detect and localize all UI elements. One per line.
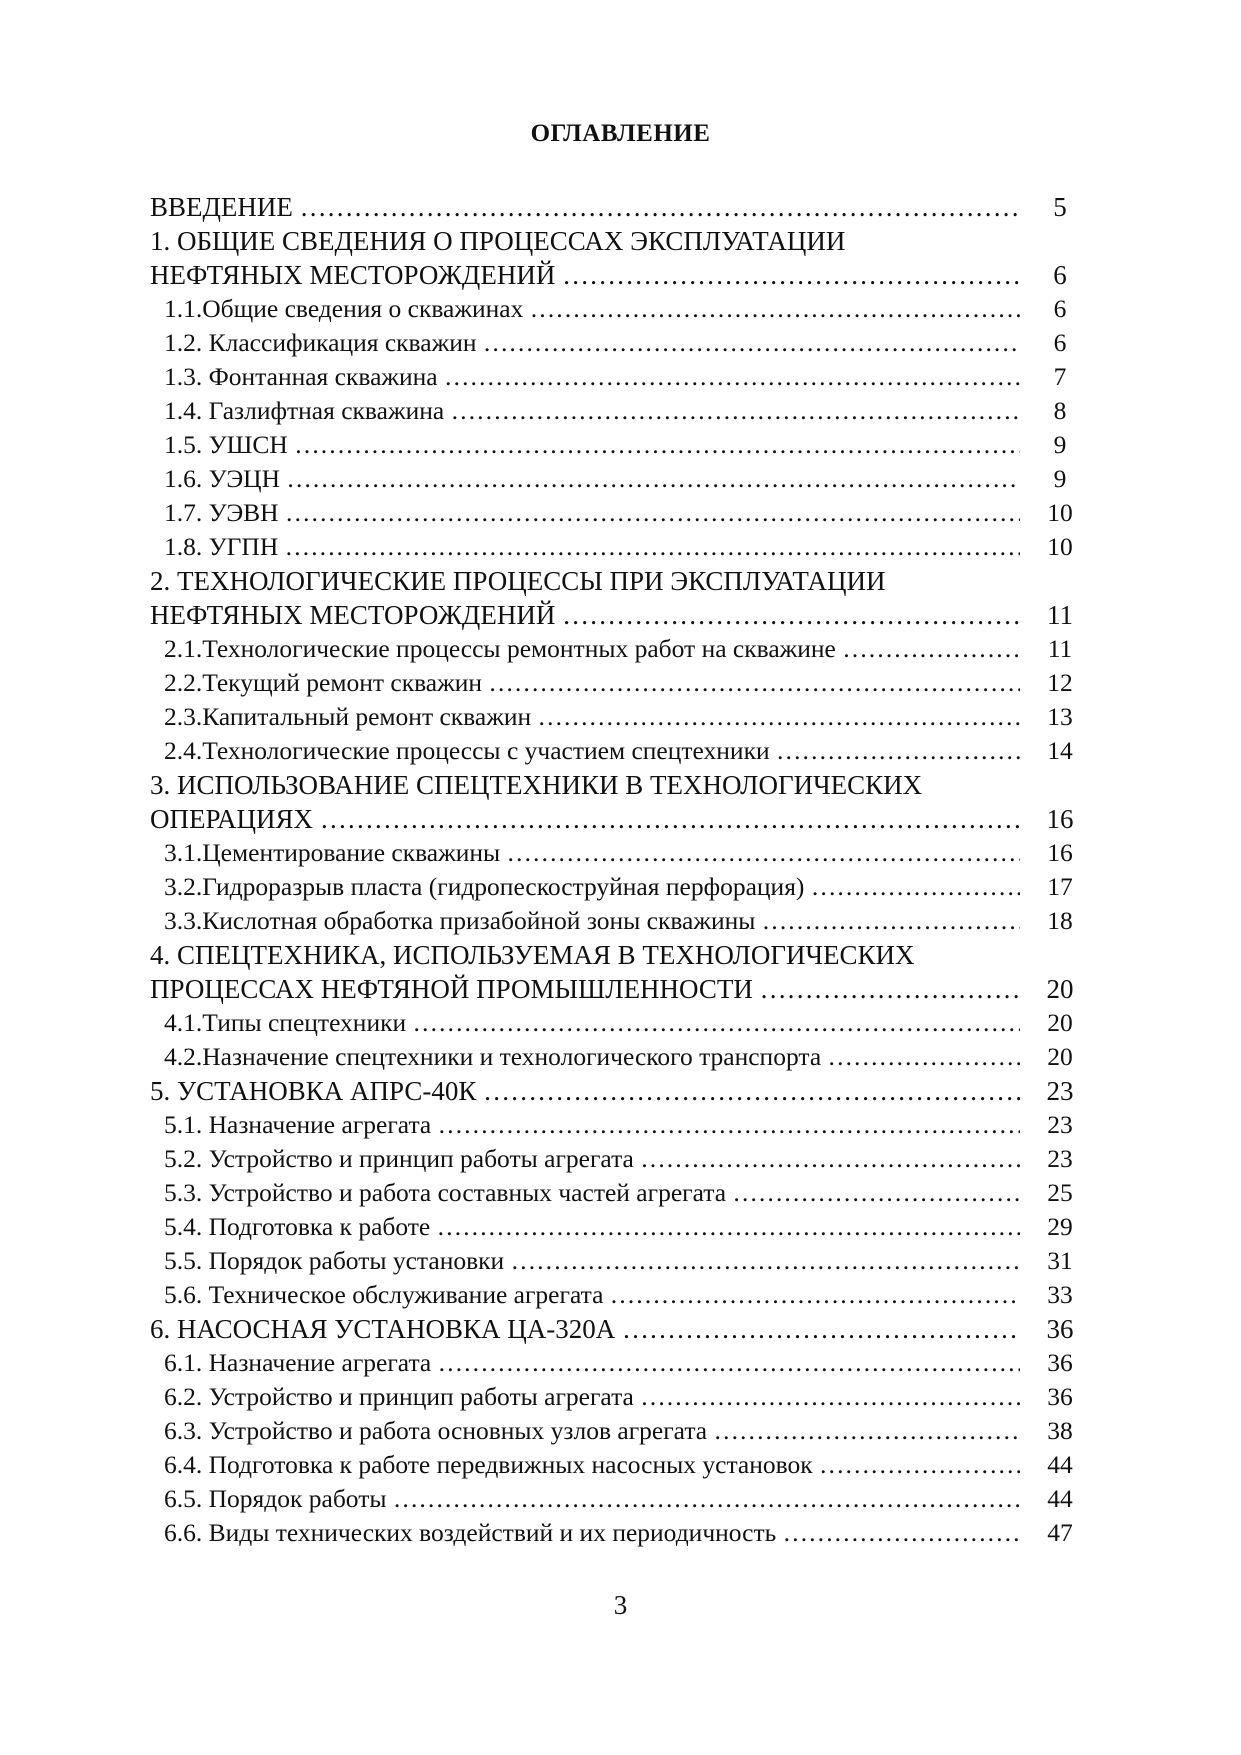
toc-entry-title: 1.5. УШСН ……………………………………………………………………………………………………………………………………: [164, 428, 1020, 462]
toc-entry-title: 3. ИСПОЛЬЗОВАНИЕ СПЕЦТЕХНИКИ В ТЕХНОЛОГИЧЕСКИХ: [150, 770, 923, 800]
toc-entry: [150, 1346, 1090, 1380]
toc-entry-page: 31: [1047, 1246, 1073, 1275]
toc-entry-page: 20: [1046, 974, 1074, 1004]
toc-entry: [150, 190, 1090, 224]
toc-entry-page: 17: [1047, 872, 1073, 901]
toc-entry-title: 6.6. Виды технических воздействий и их периодичность ……………………………………………………………………………………………………………………………………: [164, 1516, 1020, 1550]
toc-entry: [150, 530, 1090, 564]
page-number: 3: [613, 1590, 628, 1620]
toc-entry: [150, 462, 1090, 496]
toc-entry: [150, 224, 1090, 258]
toc-entry-page: 23: [1046, 1076, 1074, 1106]
toc-entry-title: 3.1.Цементирование скважины ……………………………………………………………………………………………………………………………………: [164, 836, 1020, 870]
toc-entry-page: 8: [1053, 396, 1067, 425]
page-title: ОГЛАВЛЕНИЕ: [530, 120, 711, 147]
toc-entry: [150, 1414, 1090, 1448]
toc-entry-title: 2.2.Текущий ремонт скважин ……………………………………………………………………………………………………………………………………: [164, 666, 1020, 700]
toc-entry-title: 1.7. УЭВН ……………………………………………………………………………………………………………………………………: [164, 496, 1020, 530]
toc-entry-page: 36: [1047, 1348, 1073, 1377]
toc-entry-page: 11: [1047, 600, 1073, 630]
toc-entry: [150, 1278, 1090, 1312]
toc-entry: [150, 496, 1090, 530]
toc-entry-title: 1.6. УЭЦН ……………………………………………………………………………………………………………………………………: [164, 462, 1020, 496]
toc-entry-page: 10: [1047, 498, 1073, 527]
toc-entry-page: 10: [1047, 532, 1073, 561]
toc-entry-page: 13: [1047, 702, 1073, 731]
toc-entry: [150, 836, 1090, 870]
toc-entry-page: 5: [1053, 192, 1067, 222]
toc-entry-title: ОПЕРАЦИЯХ ……………………………………………………………………………………………………………………………………: [150, 802, 1020, 836]
toc-entry-title: 1.4. Газлифтная скважина ……………………………………………………………………………………………………………………………………: [164, 394, 1020, 428]
toc-entry-title: 2.1.Технологические процессы ремонтных работ на скважине ……………………………………………………………………………………………………………………………………: [164, 632, 1020, 666]
toc-entry-title: 2. ТЕХНОЛОГИЧЕСКИЕ ПРОЦЕССЫ ПРИ ЭКСПЛУАТАЦИИ: [150, 566, 886, 596]
toc-entry: [150, 1074, 1090, 1108]
toc-entry: [150, 632, 1090, 666]
toc-entry: [150, 1380, 1090, 1414]
toc-entry-page: 11: [1047, 634, 1073, 663]
toc-entry: [150, 394, 1090, 428]
toc-entry-page: 16: [1046, 804, 1074, 834]
toc-entry-title: ВВЕДЕНИЕ ……………………………………………………………………………………………………………………………………: [150, 190, 1020, 224]
toc-entry-page: 9: [1053, 464, 1067, 493]
toc-entry: [150, 938, 1090, 972]
toc-entry-title: 5. УСТАНОВКА АПРС-40К ……………………………………………………………………………………………………………………………………: [150, 1074, 1020, 1108]
toc-entry-page: 16: [1047, 838, 1073, 867]
toc-entry-title: 1.8. УГПН ……………………………………………………………………………………………………………………………………: [164, 530, 1020, 564]
toc-entry: [150, 1176, 1090, 1210]
toc-entry-title: 3.3.Кислотная обработка призабойной зоны скважины ……………………………………………………………………………………………………………………………………: [164, 904, 1020, 938]
toc-entry-page: 33: [1047, 1280, 1073, 1309]
toc-entry-page: 44: [1047, 1484, 1073, 1513]
table-of-contents: [150, 190, 1090, 1550]
toc-entry-title: 5.3. Устройство и работа составных частей агрегата ……………………………………………………………………………………………………………………………………: [164, 1176, 1020, 1210]
toc-entry: [150, 666, 1090, 700]
toc-entry: [150, 700, 1090, 734]
toc-entry: [150, 428, 1090, 462]
toc-entry: [150, 1448, 1090, 1482]
toc-entry-page: 18: [1047, 906, 1073, 935]
toc-entry-page: 23: [1047, 1144, 1073, 1173]
toc-entry-title: 5.1. Назначение агрегата ……………………………………………………………………………………………………………………………………: [164, 1108, 1020, 1142]
toc-entry: [150, 734, 1090, 768]
toc-entry-title: 4.2.Назначение спецтехники и технологического транспорта ……………………………………………………………………………………………………………………………………: [164, 1040, 1020, 1074]
toc-entry-title: 1.3. Фонтанная скважина ……………………………………………………………………………………………………………………………………: [164, 360, 1020, 394]
toc-entry: [150, 1516, 1090, 1550]
toc-entry-title: 1. ОБЩИЕ СВЕДЕНИЯ О ПРОЦЕССАХ ЭКСПЛУАТАЦИИ: [150, 226, 846, 256]
toc-entry-title: 5.4. Подготовка к работе ……………………………………………………………………………………………………………………………………: [164, 1210, 1020, 1244]
toc-entry-title: 4. СПЕЦТЕХНИКА, ИСПОЛЬЗУЕМАЯ В ТЕХНОЛОГИЧЕСКИХ: [150, 940, 915, 970]
toc-entry: [150, 1006, 1090, 1040]
toc-entry-title: 1.2. Классификация скважин ……………………………………………………………………………………………………………………………………: [164, 326, 1020, 360]
toc-entry-page: 6: [1053, 328, 1067, 357]
toc-entry: [150, 802, 1090, 836]
toc-entry-title: ПРОЦЕССАХ НЕФТЯНОЙ ПРОМЫШЛЕННОСТИ ……………………………………………………………………………………………………………………………………: [150, 972, 1020, 1006]
toc-entry-page: 20: [1047, 1008, 1073, 1037]
toc-entry-page: 36: [1046, 1314, 1074, 1344]
toc-entry-title: 6. НАСОСНАЯ УСТАНОВКА ЦА-320А ……………………………………………………………………………………………………………………………………: [150, 1312, 1020, 1346]
toc-entry-title: НЕФТЯНЫХ МЕСТОРОЖДЕНИЙ ……………………………………………………………………………………………………………………………………: [150, 598, 1020, 632]
toc-entry-title: 6.5. Порядок работы ……………………………………………………………………………………………………………………………………: [164, 1482, 1020, 1516]
toc-entry: [150, 904, 1090, 938]
toc-entry-title: 6.4. Подготовка к работе передвижных насосных установок ……………………………………………………………………………………………………………………………………: [164, 1448, 1020, 1482]
toc-entry-title: 6.3. Устройство и работа основных узлов агрегата ……………………………………………………………………………………………………………………………………: [164, 1414, 1020, 1448]
toc-entry-title: 1.1.Общие сведения о скважинах ……………………………………………………………………………………………………………………………………: [164, 292, 1020, 326]
toc-entry-title: 5.2. Устройство и принцип работы агрегата ……………………………………………………………………………………………………………………………………: [164, 1142, 1020, 1176]
toc-entry-title: 6.2. Устройство и принцип работы агрегата ……………………………………………………………………………………………………………………………………: [164, 1380, 1020, 1414]
toc-entry-page: 36: [1047, 1382, 1073, 1411]
toc-entry-page: 38: [1047, 1416, 1073, 1445]
toc-entry: [150, 1482, 1090, 1516]
toc-entry-title: 2.3.Капитальный ремонт скважин ……………………………………………………………………………………………………………………………………: [164, 700, 1020, 734]
toc-entry-page: 12: [1047, 668, 1073, 697]
toc-entry-page: 47: [1047, 1518, 1073, 1547]
toc-entry-page: 44: [1047, 1450, 1073, 1479]
toc-entry-page: 20: [1047, 1042, 1073, 1071]
toc-entry: [150, 1040, 1090, 1074]
toc-entry: [150, 1108, 1090, 1142]
toc-entry-page: 23: [1047, 1110, 1073, 1139]
toc-entry-page: 7: [1053, 362, 1067, 391]
toc-entry: [150, 360, 1090, 394]
toc-entry: [150, 1210, 1090, 1244]
toc-entry: [150, 258, 1090, 292]
toc-entry-page: 6: [1053, 260, 1067, 290]
toc-entry-title: 6.1. Назначение агрегата ……………………………………………………………………………………………………………………………………: [164, 1346, 1020, 1380]
toc-entry-page: 6: [1053, 294, 1067, 323]
toc-entry: [150, 972, 1090, 1006]
toc-entry: [150, 326, 1090, 360]
toc-entry: [150, 1244, 1090, 1278]
toc-entry-title: 5.6. Техническое обслуживание агрегата ……………………………………………………………………………………………………………………………………: [164, 1278, 1020, 1312]
toc-entry-page: 14: [1047, 736, 1073, 765]
toc-entry-title: 2.4.Технологические процессы с участием спецтехники ……………………………………………………………………………………………………………………………………: [164, 734, 1020, 768]
toc-entry-page: 9: [1053, 430, 1067, 459]
toc-entry: [150, 564, 1090, 598]
toc-entry-title: 4.1.Типы спецтехники ……………………………………………………………………………………………………………………………………: [164, 1006, 1020, 1040]
toc-entry-page: 25: [1047, 1178, 1073, 1207]
toc-entry-title: 3.2.Гидроразрыв пласта (гидропескоструйная перфорация) ……………………………………………………………………………………………………………………………………: [164, 870, 1020, 904]
toc-entry-page: 29: [1047, 1212, 1073, 1241]
toc-entry: [150, 1312, 1090, 1346]
toc-entry: [150, 598, 1090, 632]
toc-entry: [150, 768, 1090, 802]
toc-entry: [150, 292, 1090, 326]
toc-entry-title: 5.5. Порядок работы установки ……………………………………………………………………………………………………………………………………: [164, 1244, 1020, 1278]
toc-entry: [150, 1142, 1090, 1176]
toc-entry-title: НЕФТЯНЫХ МЕСТОРОЖДЕНИЙ ……………………………………………………………………………………………………………………………………: [150, 258, 1020, 292]
toc-entry: [150, 870, 1090, 904]
